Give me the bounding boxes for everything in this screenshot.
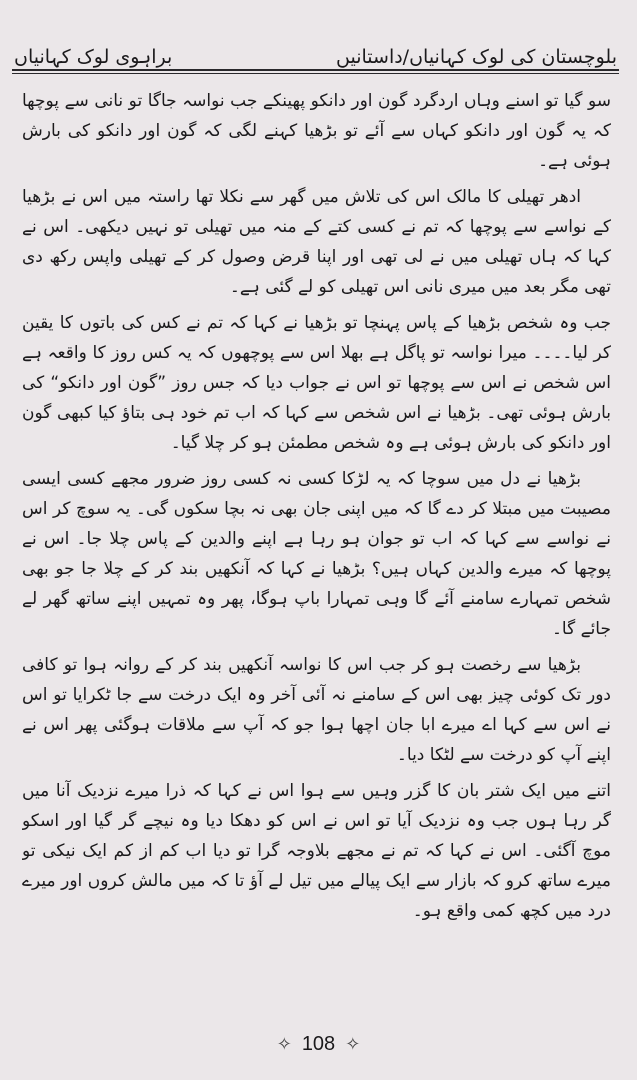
header-right-title: بلوچستان کی لوک کہانیاں/داستانیں bbox=[336, 46, 617, 68]
page-body bbox=[22, 86, 611, 986]
page-number: 108 bbox=[301, 1032, 336, 1055]
paragraph: بڑھیا نے دل میں سوچا کہ یہ لڑکا کسی نہ کسی روز ضرور مجھے کسی ایسی مصیبت میں مبتلا کر دے گا کہ میں اپنی جان بھی نہ بچا سکوں گی۔ یہ سوچ کر اس نے نواسے سے کہا کہ اب تو جوان ہو رہا ہے اپنے والدین کے پاس چلا جا۔ اس نے پوچھا کہ میرے والدین کہاں ہیں؟ بڑھیا نے کہا کہ آنکھیں بند کر کے چلا جا جو بھی شخص تمہارے سامنے آئے گا وہی تمہارا باپ ہوگا، پھر وہ تمہیں اپنے ساتھ گھر لے جائے گا۔ bbox=[22, 469, 611, 639]
paragraph: بڑھیا سے رخصت ہو کر جب اس کا نواسہ آنکھیں بند کر کے روانہ ہوا تو کافی دور تک کوئی چیز بھی اس کے سامنے نہ آئی آخر وہ ایک درخت سے جا ٹکرایا تو اس نے اس سے کہا اے میرے ابا جان اچھا ہوا جو کہ آپ سے ملاقات ہوگئی پھر اس نے اپنے آپ کو درخت سے لٹکا دیا۔ bbox=[22, 655, 611, 765]
page-footer bbox=[0, 1024, 637, 1064]
ornament-left-icon: ✧ bbox=[276, 1033, 292, 1054]
ornament-right-icon: ✧ bbox=[345, 1033, 361, 1054]
paragraph: اتنے میں ایک شتر بان کا گزر وہیں سے ہوا اس نے کہا کہ ذرا میرے نزدیک آنا میں گر رہا ہوں جب وہ نزدیک آیا تو اس نے اس کو دھکا دیا وہ نیچے گر گیا اور اسکو موچ آگئی۔ اس نے کہا کہ تم نے مجھے بلاوجہ گرا تو دیا اب کم از کم ایک نیکی تو میرے ساتھ کرو کہ بازار سے ایک پیالے میں تیل لے آؤ تا کہ میں مالش کروں اور میرے درد میں کچھ کمی واقع ہو۔ bbox=[22, 781, 611, 921]
paragraph: سو گیا تو اسنے وہاں اردگرد گون اور دانکو پھینکے جب نواسہ جاگا تو نانی سے پوچھا کہ یہ گون اور دانکو کہاں سے آئے تو بڑھیا کہنے لگی کہ گون اور دانکو کی بارش ہوئی ہے۔ bbox=[22, 91, 611, 171]
paragraph: جب وہ شخص بڑھیا کے پاس پہنچا تو بڑھیا نے کہا کہ تم نے کس کی باتوں کا یقین کر لیا۔۔۔۔ میرا نواسہ تو پاگل ہے بھلا اس سے پوچھوں کہ یہ کس روز کا واقعہ ہے اس شخص نے اس سے پوچھا تو اس نے جواب دیا کہ جس روز ”گون اور دانکو“ کی بارش ہوئی تھی۔ بڑھیا نے اس شخص سے کہا کہ اب تم خود ہی بتاؤ کیا کبھی گون اور دانکو کی بارش ہوئی ہے وہ شخص مطمئن ہو کر چلا گیا۔ bbox=[22, 313, 611, 453]
page-header bbox=[14, 32, 617, 68]
header-rule-thin bbox=[12, 73, 619, 74]
header-rule-thick bbox=[12, 69, 619, 71]
header-left-title: براہوی لوک کہانیاں bbox=[14, 46, 173, 68]
paragraph: ادھر تھیلی کا مالک اس کی تلاش میں گھر سے نکلا تھا راستہ میں اس نے بڑھیا کے نواسے سے پوچھا کہ تم نے کسی کتے کے منہ میں تھیلی تو نہیں دیکھی۔ اس نے کہا کہ ہاں تھیلی میں نے لی تھی اور اپنا قرض وصول کر کے تھیلی واپس رکھ دی تھی مگر بعد میں میری نانی اس تھیلی کو لے گئی ہے۔ bbox=[22, 187, 611, 297]
